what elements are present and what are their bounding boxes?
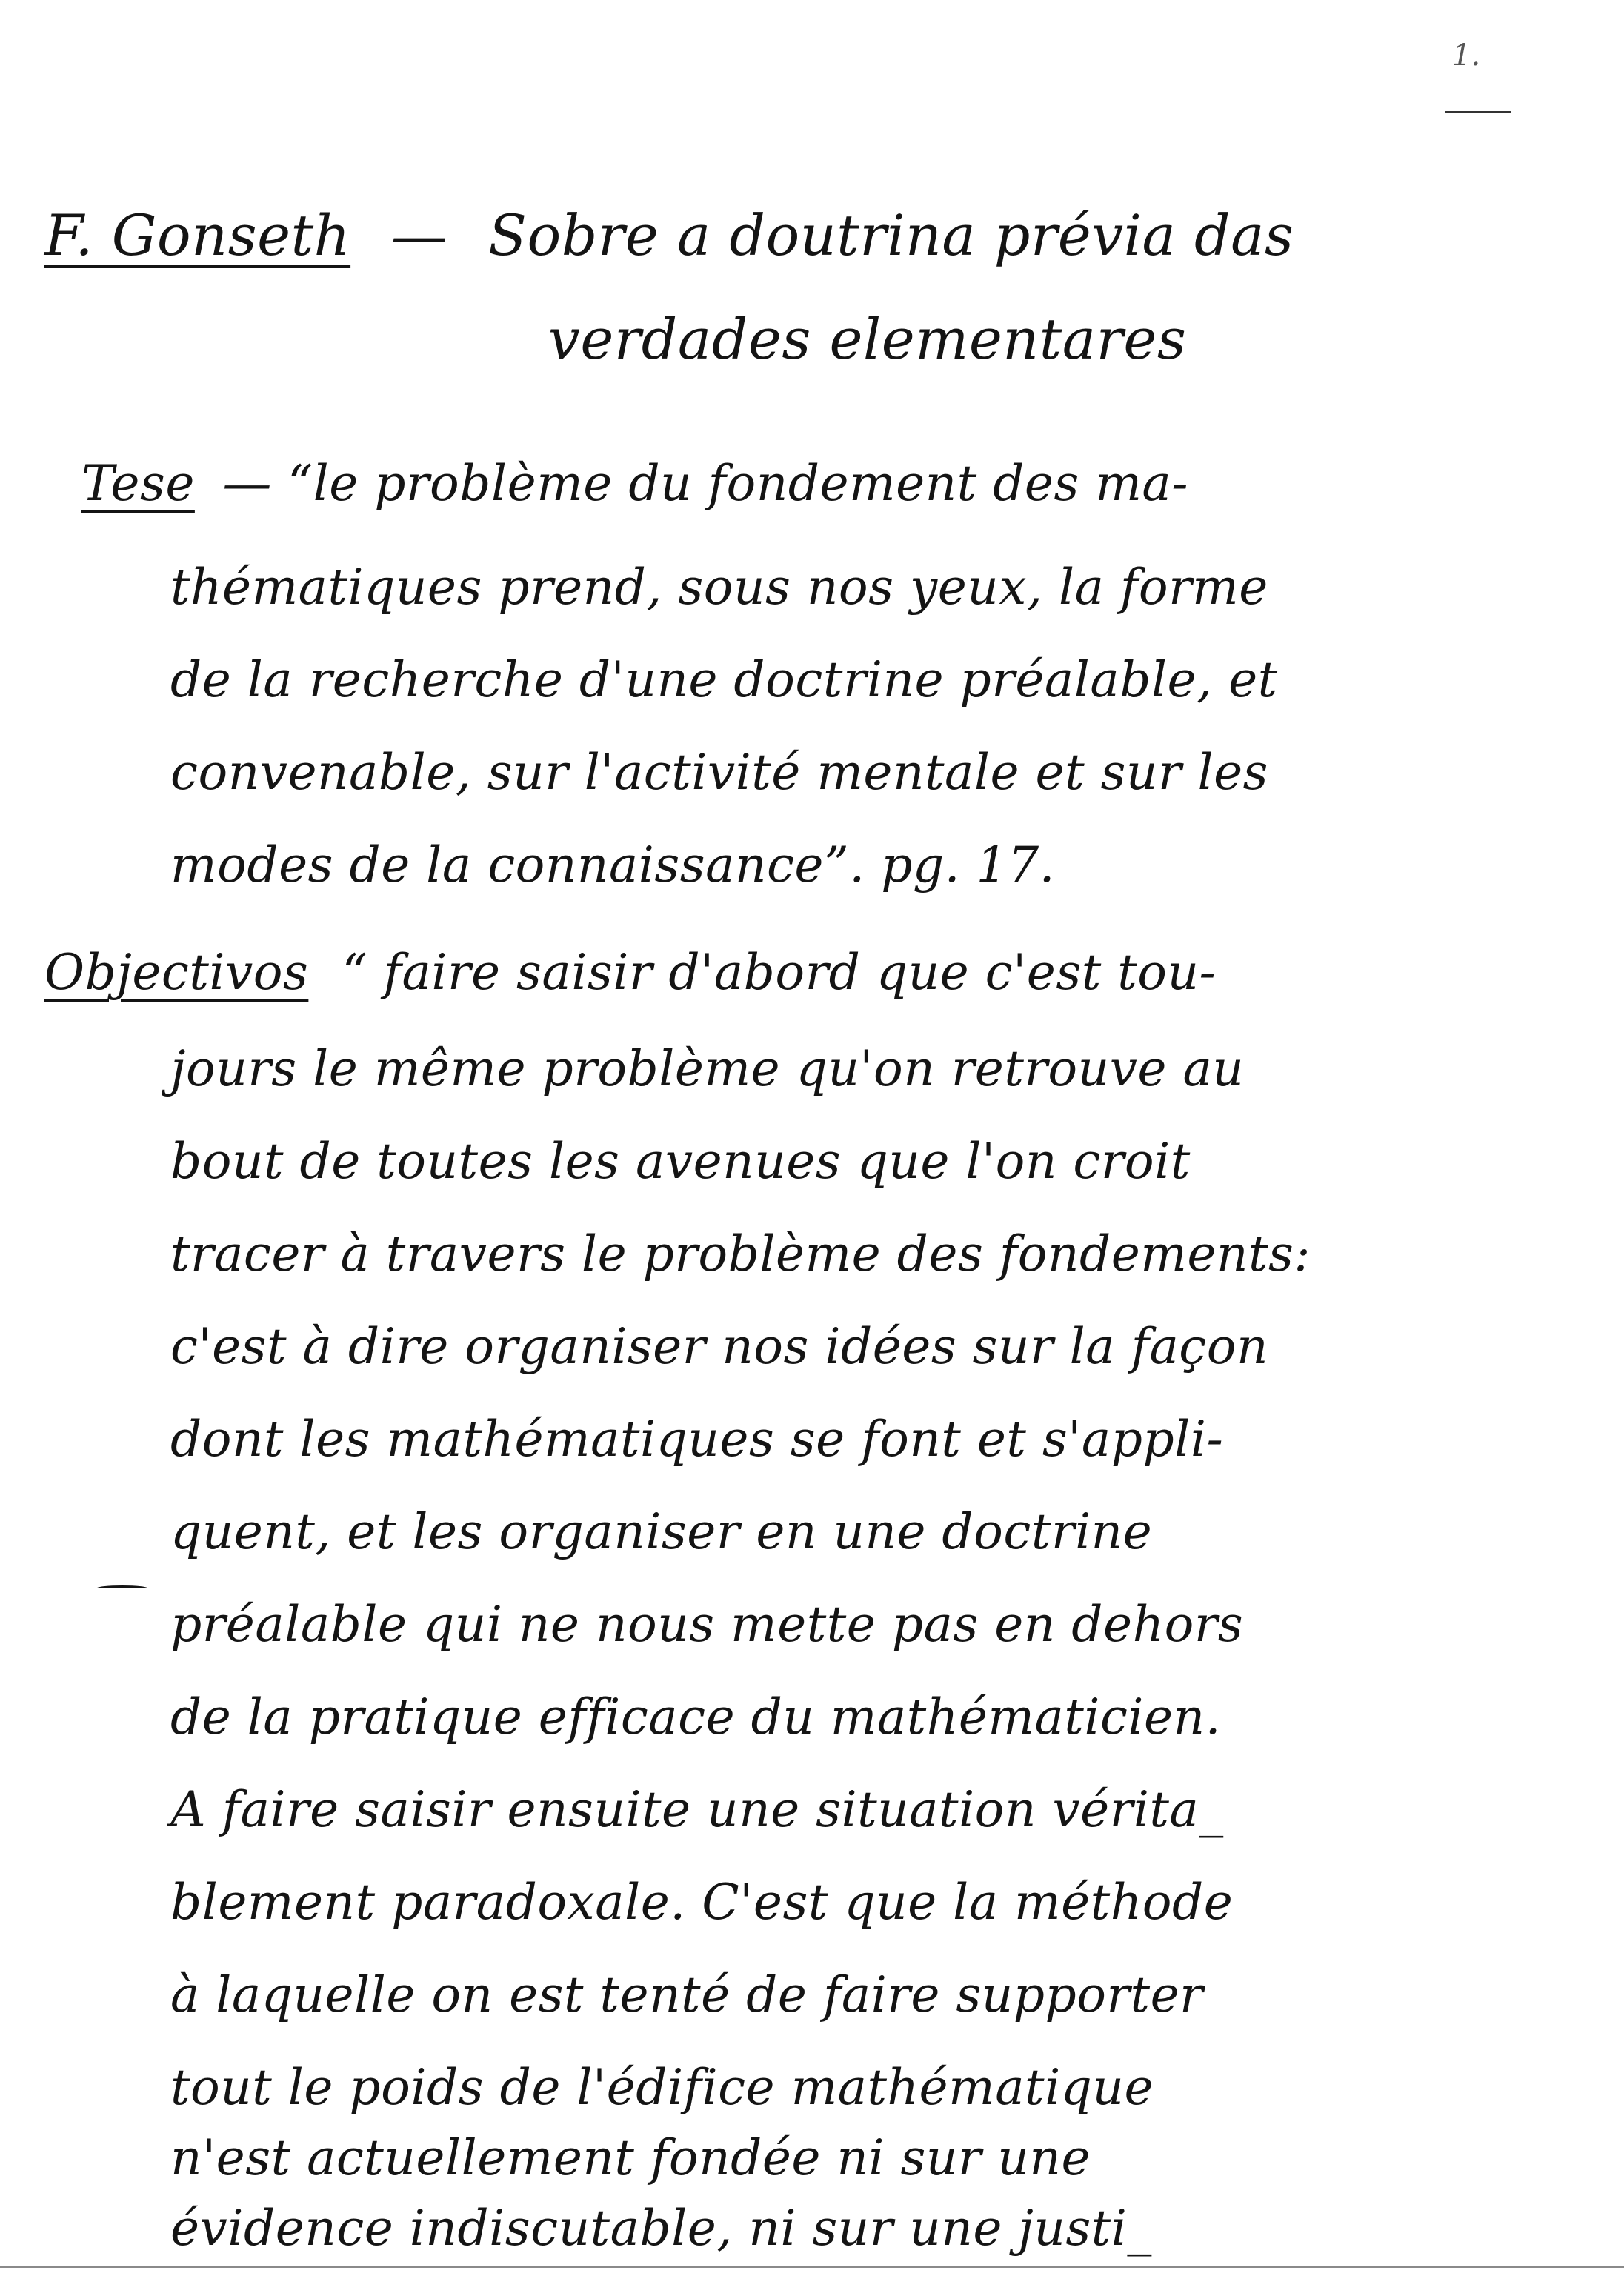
- objectivos-line-7: quent, et les organiser en une doctrine: [170, 1503, 1153, 1560]
- tese-line-4: convenable, sur l'activité mentale et sur les: [170, 744, 1269, 801]
- tese-text: — “le problème du fondement des ma-: [222, 455, 1189, 512]
- title-separator: —: [390, 202, 448, 268]
- objectivos-label: Objectivos: [44, 944, 309, 1001]
- tese-line-5: modes de la connaissance”. pg. 17.: [170, 836, 1056, 894]
- page-bottom-edge: [0, 2266, 1624, 2268]
- objectivos-line-5: c'est à dire organiser nos idées sur la façon: [170, 1318, 1269, 1375]
- objectivos-line-12: à laquelle on est tenté de faire supporter: [170, 1966, 1204, 2023]
- tese-line-1: [81, 455, 1189, 512]
- page-number: 1.: [1452, 39, 1481, 73]
- title-author: F. Gonseth: [44, 202, 351, 268]
- objectivos-line-4: tracer à travers le problème des fondements:: [170, 1225, 1311, 1282]
- tese-label: Tese: [81, 455, 195, 512]
- tese-line-3: de la recherche d'une doctrine préalable, et: [170, 651, 1278, 708]
- objectivos-line-13: tout le poids de l'édifice mathématique: [170, 2059, 1154, 2116]
- objectivos-line-8: préalable qui ne nous mette pas en dehors: [170, 1596, 1244, 1653]
- objectivos-line-9: de la pratique efficace du mathématicien.: [170, 1688, 1222, 1746]
- page-number-underline: [1445, 111, 1511, 113]
- objectivos-line-15: évidence indiscutable, ni sur une justi_: [170, 2200, 1152, 2257]
- objectivos-text: “ faire saisir d'abord que c'est tou-: [342, 944, 1217, 1001]
- title-line-2: verdades elementares: [548, 306, 1187, 372]
- tese-line-2: thématiques prend, sous nos yeux, la forme: [170, 559, 1268, 616]
- objectivos-line-10: A faire saisir ensuite une situation vérita_: [170, 1781, 1224, 1838]
- objectivos-line-1: [44, 944, 1217, 1001]
- objectivos-line-11: blement paradoxale. C'est que la méthode: [170, 1874, 1234, 1931]
- margin-mark: [96, 1585, 148, 1591]
- title-line-1: [44, 202, 1294, 268]
- title-text: Sobre a doutrina prévia das: [487, 202, 1294, 268]
- objectivos-line-14: n'est actuellement fondée ni sur une: [170, 2129, 1091, 2186]
- objectivos-line-3: bout de toutes les avenues que l'on croit: [170, 1133, 1191, 1190]
- objectivos-line-6: dont les mathématiques se font et s'appli-: [170, 1411, 1224, 1468]
- objectivos-line-2: jours le même problème qu'on retrouve au: [170, 1040, 1245, 1097]
